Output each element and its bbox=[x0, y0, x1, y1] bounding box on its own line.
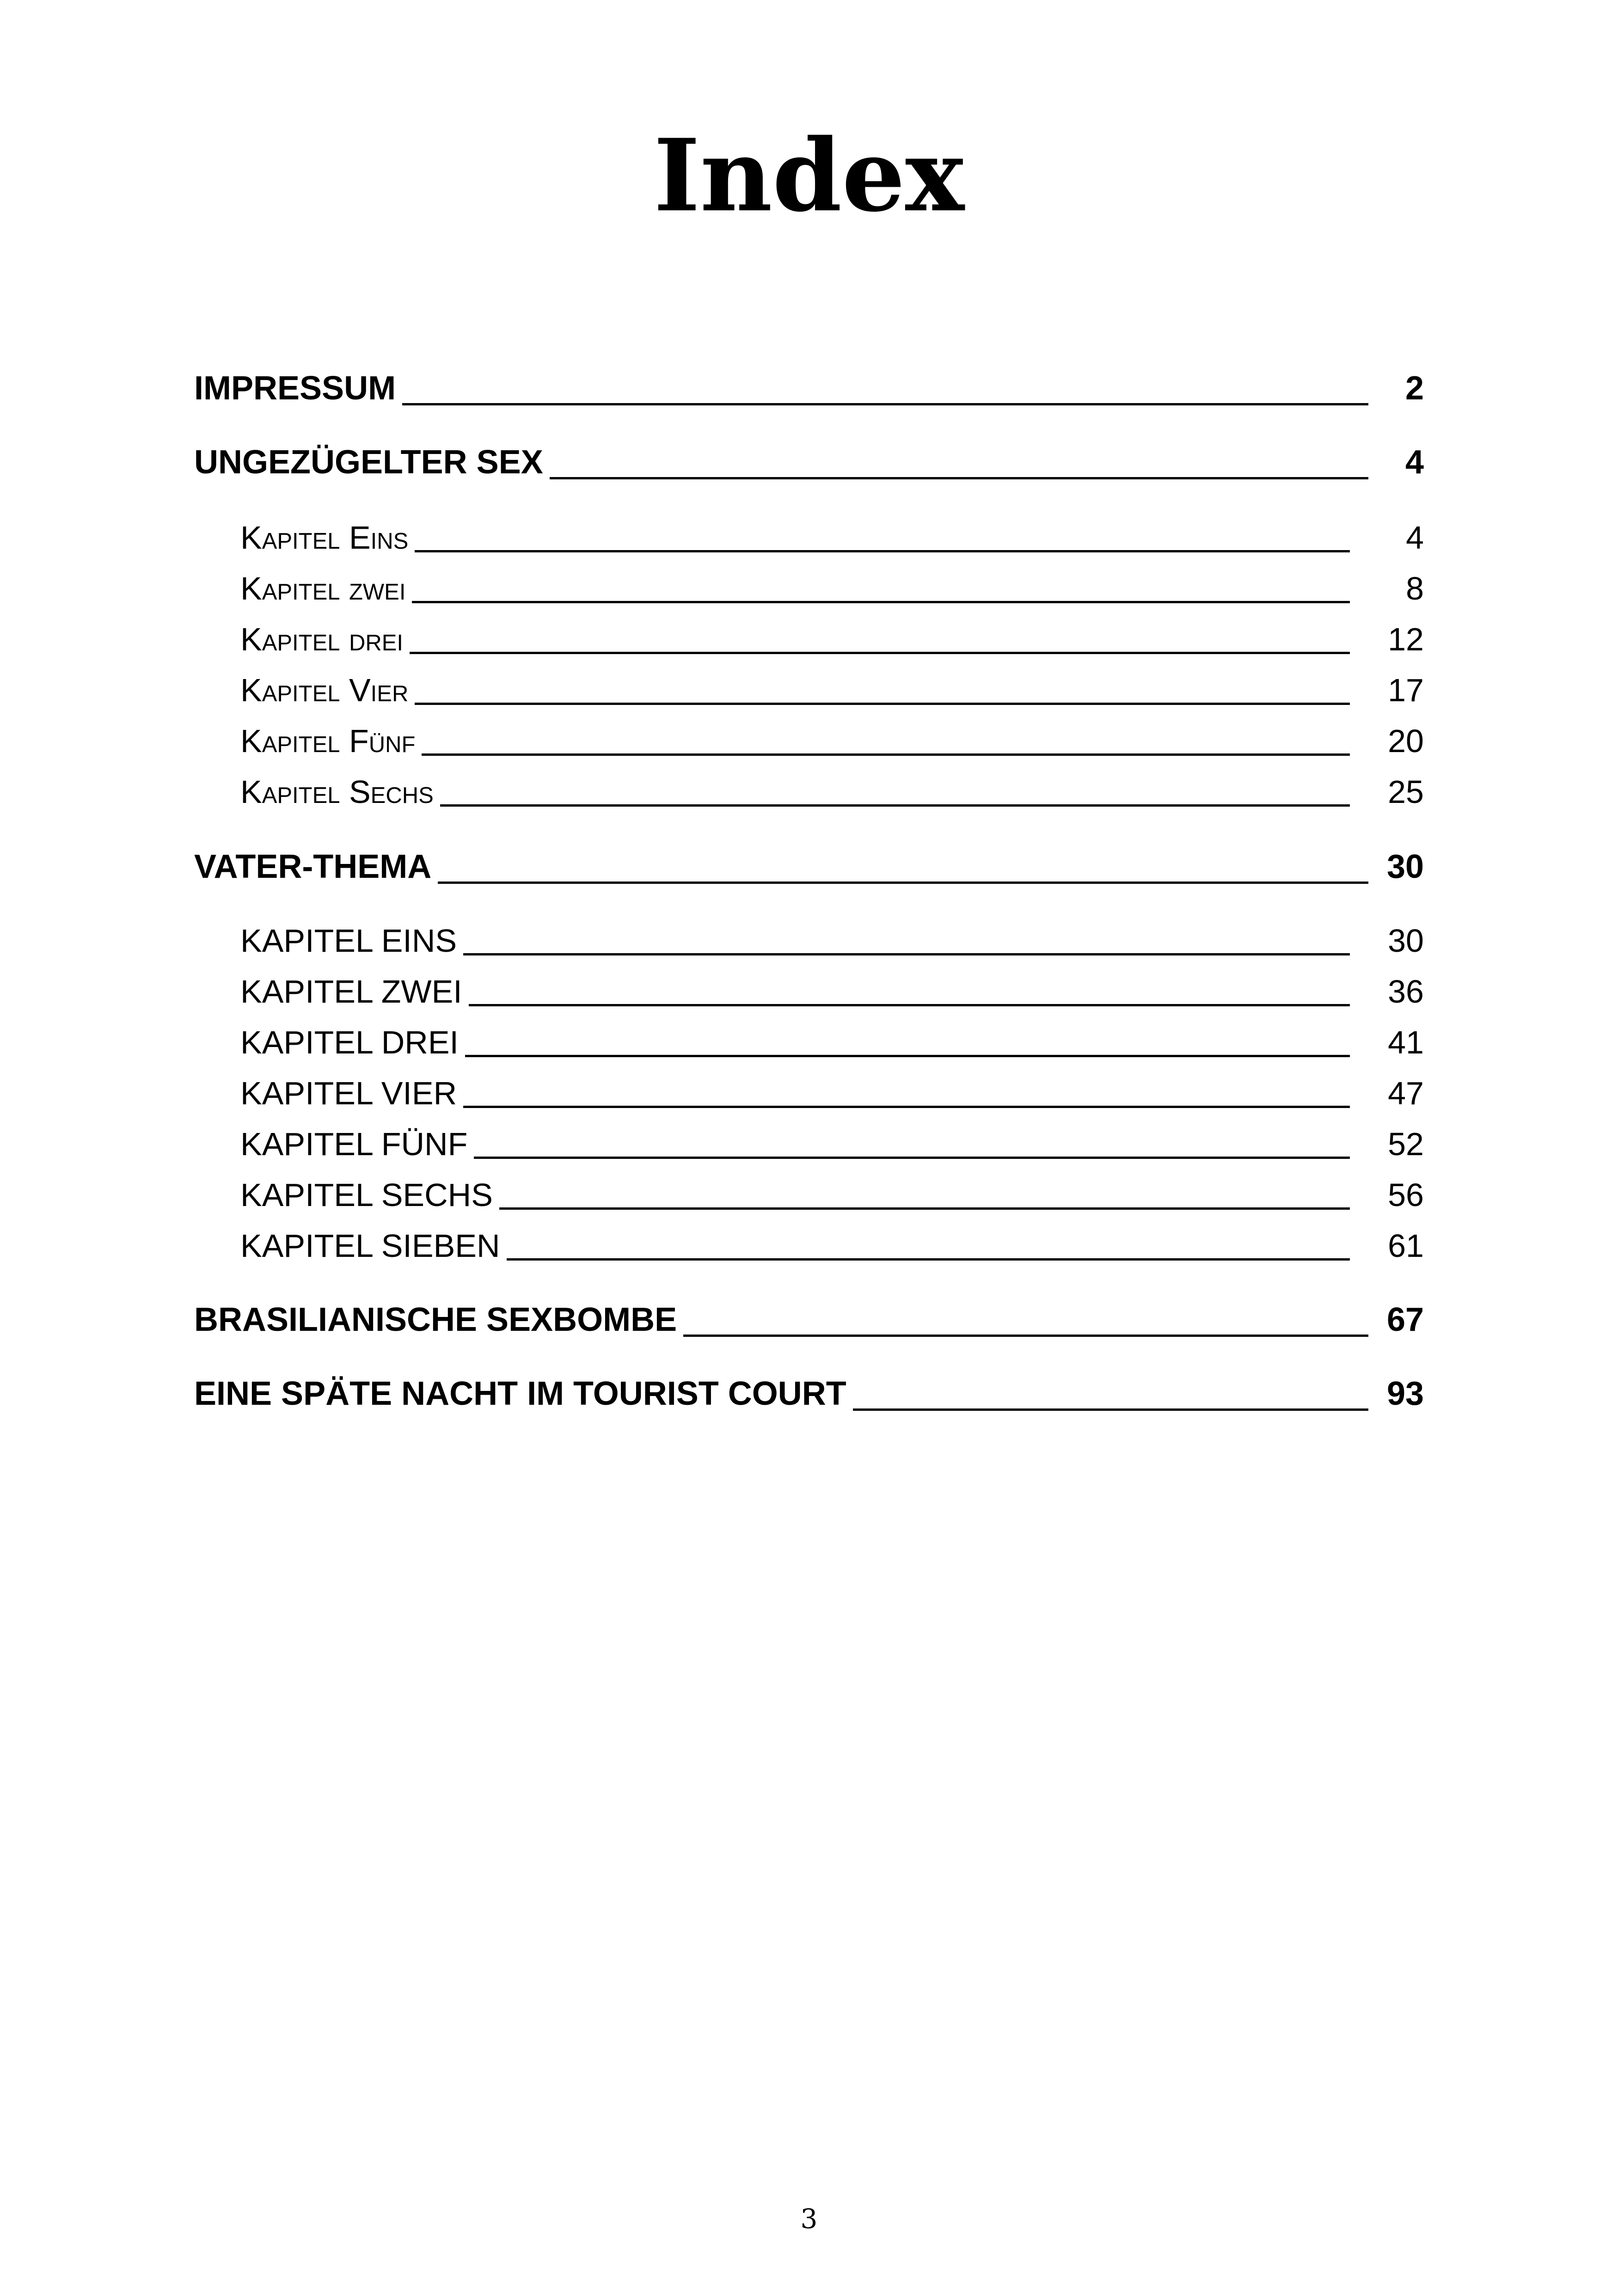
toc-entry-label: Kapitel Fünf bbox=[240, 723, 416, 759]
toc-entry-page: 17 bbox=[1388, 672, 1424, 708]
toc-entry-vater-kapitel-drei[interactable] bbox=[240, 1019, 1424, 1065]
toc-entry-vater-kapitel-vier[interactable] bbox=[240, 1070, 1424, 1116]
toc-entry-label: Kapitel Vier bbox=[240, 672, 409, 708]
toc-entry-kapitel-zwei[interactable] bbox=[240, 565, 1424, 612]
toc-entry-ungezuegelter-sex[interactable] bbox=[194, 437, 1424, 488]
dot-leader bbox=[412, 601, 1350, 603]
toc-entry-page: 25 bbox=[1388, 774, 1424, 810]
dot-leader bbox=[465, 1055, 1350, 1057]
dot-leader bbox=[410, 652, 1350, 654]
toc-entry-page: 8 bbox=[1406, 570, 1424, 606]
dot-leader bbox=[507, 1258, 1350, 1261]
toc-entry-label: UNGEZÜGELTER SEX bbox=[194, 444, 543, 481]
toc-entry-page: 12 bbox=[1388, 621, 1424, 657]
toc-entry-label: KAPITEL ZWEI bbox=[240, 974, 462, 1010]
dot-leader bbox=[683, 1335, 1368, 1337]
toc-entry-page: 36 bbox=[1388, 974, 1424, 1010]
toc-entry-page: 4 bbox=[1406, 520, 1424, 556]
toc-entry-page: 56 bbox=[1388, 1177, 1424, 1213]
toc-entry-label: Kapitel Sechs bbox=[240, 774, 434, 810]
dot-leader bbox=[463, 953, 1350, 955]
toc-entry-page: 30 bbox=[1388, 923, 1424, 959]
toc-entry-page: 30 bbox=[1387, 848, 1424, 885]
toc-entry-label: EINE SPÄTE NACHT IM TOURIST COURT bbox=[194, 1375, 846, 1412]
dot-leader bbox=[440, 804, 1350, 807]
toc-entry-label: KAPITEL SECHS bbox=[240, 1177, 493, 1213]
toc-entry-kapitel-sechs[interactable] bbox=[240, 769, 1424, 815]
toc-entry-label: KAPITEL FÜNF bbox=[240, 1126, 468, 1162]
page-title: Index bbox=[653, 117, 965, 234]
toc-entry-label: VATER-THEMA bbox=[194, 848, 432, 885]
toc-entry-label: KAPITEL DREI bbox=[240, 1024, 459, 1060]
toc-entry-impressum[interactable] bbox=[194, 363, 1424, 414]
toc-entry-label: BRASILIANISCHE SEXBOMBE bbox=[194, 1301, 677, 1338]
toc-entry-label: Kapitel Eins bbox=[240, 520, 409, 556]
toc-entry-kapitel-vier[interactable] bbox=[240, 667, 1424, 713]
toc-entry-page: 4 bbox=[1405, 444, 1424, 481]
dot-leader bbox=[422, 753, 1350, 756]
toc-entry-vater-kapitel-zwei[interactable] bbox=[240, 968, 1424, 1015]
toc-entry-vater-kapitel-fuenf[interactable] bbox=[240, 1121, 1424, 1167]
toc-entry-label: KAPITEL EINS bbox=[240, 923, 457, 959]
dot-leader bbox=[415, 703, 1350, 705]
toc-entry-label: IMPRESSUM bbox=[194, 370, 396, 407]
dot-leader bbox=[474, 1157, 1350, 1159]
toc-entry-kapitel-drei[interactable] bbox=[240, 616, 1424, 662]
toc-entry-kapitel-eins[interactable] bbox=[240, 514, 1424, 561]
dot-leader bbox=[402, 403, 1368, 405]
toc-entry-label: KAPITEL VIER bbox=[240, 1075, 457, 1111]
toc-entry-eine-spaete-nacht[interactable] bbox=[194, 1368, 1424, 1419]
toc-entry-page: 93 bbox=[1387, 1375, 1424, 1412]
toc-entry-label: Kapitel zwei bbox=[240, 570, 406, 606]
toc-entry-page: 61 bbox=[1388, 1228, 1424, 1264]
dot-leader bbox=[438, 882, 1368, 884]
dot-leader bbox=[469, 1004, 1350, 1006]
toc-entry-vater-kapitel-sechs[interactable] bbox=[240, 1172, 1424, 1218]
toc-entry-page: 67 bbox=[1387, 1301, 1424, 1338]
dot-leader bbox=[415, 550, 1350, 552]
dot-leader bbox=[463, 1106, 1350, 1108]
toc-entry-page: 2 bbox=[1405, 370, 1424, 407]
toc-entry-kapitel-fuenf[interactable] bbox=[240, 718, 1424, 764]
toc-entry-label: Kapitel drei bbox=[240, 621, 404, 657]
dot-leader bbox=[550, 477, 1368, 479]
dot-leader bbox=[853, 1408, 1368, 1411]
toc-entry-brasilianische-sexbombe[interactable] bbox=[194, 1294, 1424, 1345]
page-number: 3 bbox=[800, 2203, 818, 2235]
dot-leader bbox=[499, 1207, 1350, 1210]
toc-entry-page: 52 bbox=[1388, 1126, 1424, 1162]
toc-entry-label: KAPITEL SIEBEN bbox=[240, 1228, 500, 1264]
toc-entry-vater-thema[interactable] bbox=[194, 841, 1424, 892]
toc-entry-page: 47 bbox=[1388, 1075, 1424, 1111]
toc-entry-vater-kapitel-eins[interactable] bbox=[240, 918, 1424, 964]
toc-entry-page: 20 bbox=[1388, 723, 1424, 759]
toc-entry-vater-kapitel-sieben[interactable] bbox=[240, 1223, 1424, 1269]
toc-entry-page: 41 bbox=[1388, 1024, 1424, 1060]
